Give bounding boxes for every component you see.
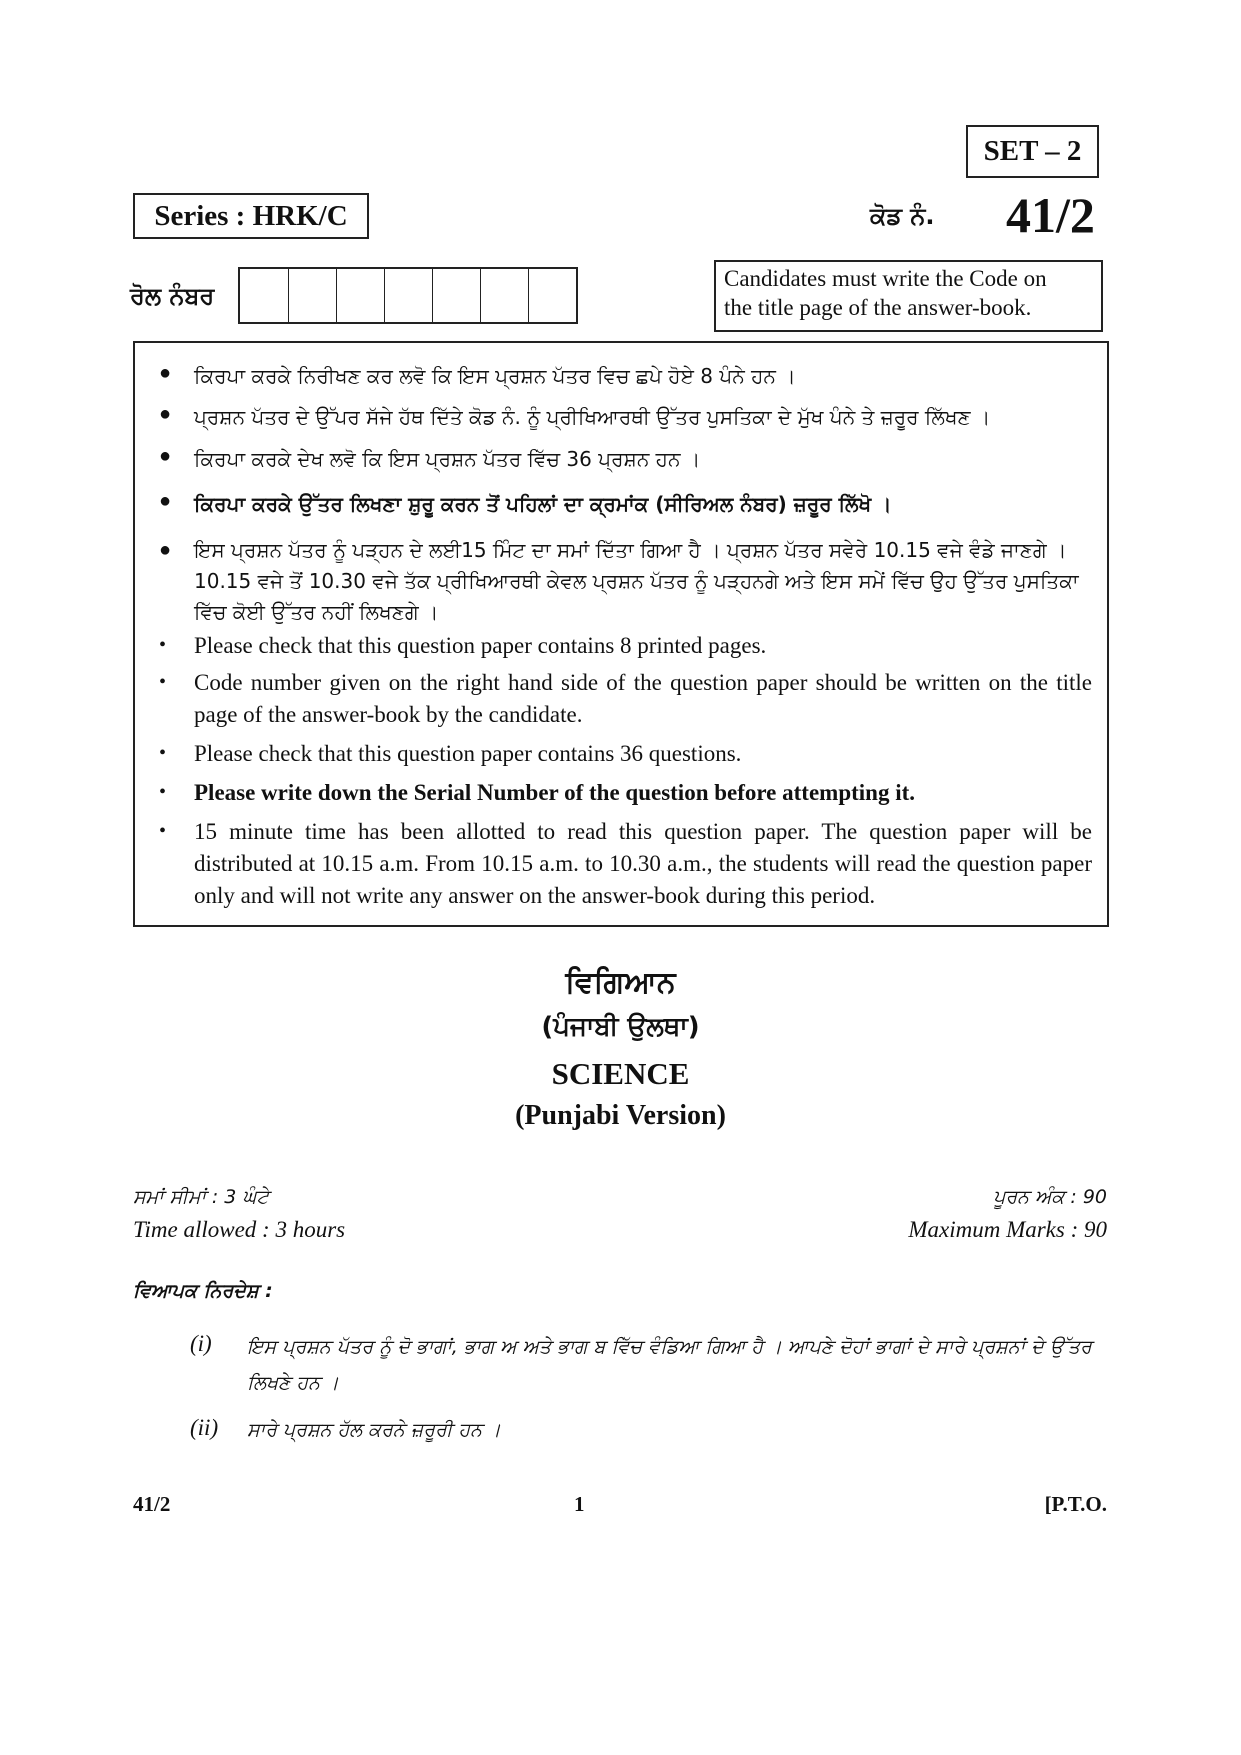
- time-allowed-en: Time allowed : 3 hours: [133, 1217, 346, 1242]
- instruction-en-5: 15 minute time has been allotted to read this question paper. The question paper will be distributed at 10.15 a.m. From 10.15 a.m. to 10.30 a.m., the students will read the question paper only and will not write any answer on the answer-book during this period.: [194, 819, 1092, 908]
- bullet: •: [159, 820, 167, 842]
- footer-code: 41/2: [133, 1492, 171, 1516]
- general-item-number: (ii): [190, 1415, 219, 1440]
- version-en: (Punjabi Version): [515, 1100, 726, 1131]
- candidates-note: [714, 260, 1103, 332]
- time-allowed-pa: ਸਮਾਂ ਸੀਮਾਂ : 3 ਘੰਟੇ: [133, 1186, 269, 1208]
- series-label: Series : HRK/C: [133, 193, 369, 239]
- subject-en: SCIENCE: [551, 1056, 690, 1091]
- code-value: 41/2: [1006, 187, 1095, 243]
- general-item-text: ਸਾਰੇ ਪ੍ਰਸ਼ਨ ਹੱਲ ਕਰਨੇ ਜ਼ਰੂਰੀ ਹਨ ।: [247, 1419, 501, 1441]
- instruction-en-2: Code number given on the right hand side of the question paper should be written on the title page of the answer-book by the candidate.: [194, 670, 1092, 727]
- roll-number-label: ਰੋਲ ਨੰਬਰ: [130, 282, 215, 310]
- bullet: •: [159, 742, 167, 764]
- roll-number-cell[interactable]: [480, 269, 528, 322]
- bullet: ●: [159, 539, 172, 561]
- instruction-pa-4: ਕਿਰਪਾ ਕਰਕੇ ਉੱਤਰ ਲਿਖਣਾ ਸ਼ੁਰੂ ਕਰਨ ਤੋਂ ਪਹਿਲਾਂ ਦਾ ਕ੍ਰਮਾਂਕ (ਸੀਰਿਅਲ ਨੰਬਰ) ਜ਼ਰੂਰ ਲਿੱਖੋ ।: [194, 492, 892, 516]
- bullet: ●: [159, 445, 172, 467]
- max-marks-en: Maximum Marks : 90: [908, 1217, 1107, 1242]
- page-number: 1: [574, 1492, 585, 1516]
- instruction-en-3: Please check that this question paper contains 36 questions.: [194, 741, 742, 766]
- set-label: SET – 2: [966, 125, 1099, 178]
- roll-number-cell[interactable]: [528, 269, 576, 322]
- instruction-pa-1: ਕਿਰਪਾ ਕਰਕੇ ਨਿਰੀਖਣ ਕਰ ਲਵੋ ਕਿ ਇਸ ਪ੍ਰਸ਼ਨ ਪੱਤਰ ਵਿਚ ਛਪੇ ਹੋਏ 8 ਪੰਨੇ ਹਨ ।: [194, 364, 796, 388]
- roll-number-cell[interactable]: [240, 269, 288, 322]
- candidates-note-line: Candidates must write the Code on: [724, 266, 1047, 291]
- bullet: ●: [159, 362, 172, 384]
- bullet: ●: [159, 490, 172, 512]
- max-marks-pa: ਪੂਰਨ ਅੰਕ : 90: [993, 1186, 1107, 1208]
- general-item-number: (i): [190, 1331, 212, 1356]
- bullet: •: [159, 781, 167, 803]
- roll-number-cell[interactable]: [288, 269, 336, 322]
- general-item-text: ਇਸ ਪ੍ਰਸ਼ਨ ਪੱਤਰ ਨੂੰ ਦੋ ਭਾਗਾਂ, ਭਾਗ ਅ ਅਤੇ ਭਾਗ ਬ ਵਿੱਚ ਵੰਡਿਆ ਗਿਆ ਹੈ । ਆਪਣੇ ਦੋਹਾਂ ਭਾਗਾਂ ਦੇ ਸਾਰੇ ਪ੍ਰਸ਼ਨਾਂ ਦੇ ਉੱਤਰ ਲਿਖਣੇ ਹਨ ।: [247, 1336, 1092, 1394]
- instruction-pa-2: ਪ੍ਰਸ਼ਨ ਪੱਤਰ ਦੇ ਉੱਪਰ ਸੱਜੇ ਹੱਥ ਦਿੱਤੇ ਕੋਡ ਨੰ. ਨੂੰ ਪ੍ਰੀਖਿਆਰਥੀ ਉੱਤਰ ਪੁਸਤਿਕਾ ਦੇ ਮੁੱਖ ਪੰਨੇ ਤੇ ਜ਼ਰੂਰ ਲਿੱਖਣ ।: [194, 405, 991, 429]
- code-label: ਕੋਡ ਨੰ.: [870, 202, 935, 230]
- roll-number-cell[interactable]: [336, 269, 384, 322]
- subject-pa: ਵਿਗਿਆਨ: [565, 965, 676, 1000]
- instruction-en-1: Please check that this question paper contains 8 printed pages.: [194, 633, 767, 658]
- bullet: •: [159, 671, 167, 693]
- instruction-pa-5: ਇਸ ਪ੍ਰਸ਼ਨ ਪੱਤਰ ਨੂੰ ਪੜ੍ਹਨ ਦੇ ਲਈ15 ਮਿੰਟ ਦਾ ਸਮਾਂ ਦਿੱਤਾ ਗਿਆ ਹੈ । ਪ੍ਰਸ਼ਨ ਪੱਤਰ ਸਵੇਰੇ 10.15 ਵਜੇ ਵੰਡੇ ਜਾਣਗੇ । 10.15 ਵਜੇ ਤੋਂ 10.30 ਵਜੇ ਤੱਕ ਪ੍ਰੀਖਿਆਰਥੀ ਕੇਵਲ ਪ੍ਰਸ਼ਨ ਪੱਤਰ ਨੂੰ ਪੜ੍ਹਨਗੇ ਅਤੇ ਇਸ ਸਮੇਂ ਵਿੱਚ ਉਹ ਉੱਤਰ ਪੁਸਤਿਕਾ ਵਿੱਚ ਕੋਈ ਉੱਤਰ ਨਹੀਂ ਲਿਖਣਗੇ ।: [194, 538, 1079, 624]
- candidates-note-line: the title page of the answer-book.: [724, 295, 1032, 320]
- roll-number-cell[interactable]: [384, 269, 432, 322]
- general-instructions-heading: ਵਿਆਪਕ ਨਿਰਦੇਸ਼ :: [133, 1280, 273, 1302]
- roll-number-cell[interactable]: [432, 269, 480, 322]
- pto-label: [P.T.O.: [1044, 1492, 1107, 1516]
- instruction-pa-3: ਕਿਰਪਾ ਕਰਕੇ ਦੇਖ ਲਵੋ ਕਿ ਇਸ ਪ੍ਰਸ਼ਨ ਪੱਤਰ ਵਿੱਚ 36 ਪ੍ਰਸ਼ਨ ਹਨ ।: [194, 447, 701, 471]
- version-pa: (ਪੰਜਾਬੀ ਉਲਥਾ): [541, 1012, 700, 1042]
- bullet: •: [159, 634, 167, 656]
- instruction-en-4: Please write down the Serial Number of the question before attempting it.: [194, 780, 916, 805]
- roll-number-grid: [238, 267, 578, 324]
- bullet: ●: [159, 403, 172, 425]
